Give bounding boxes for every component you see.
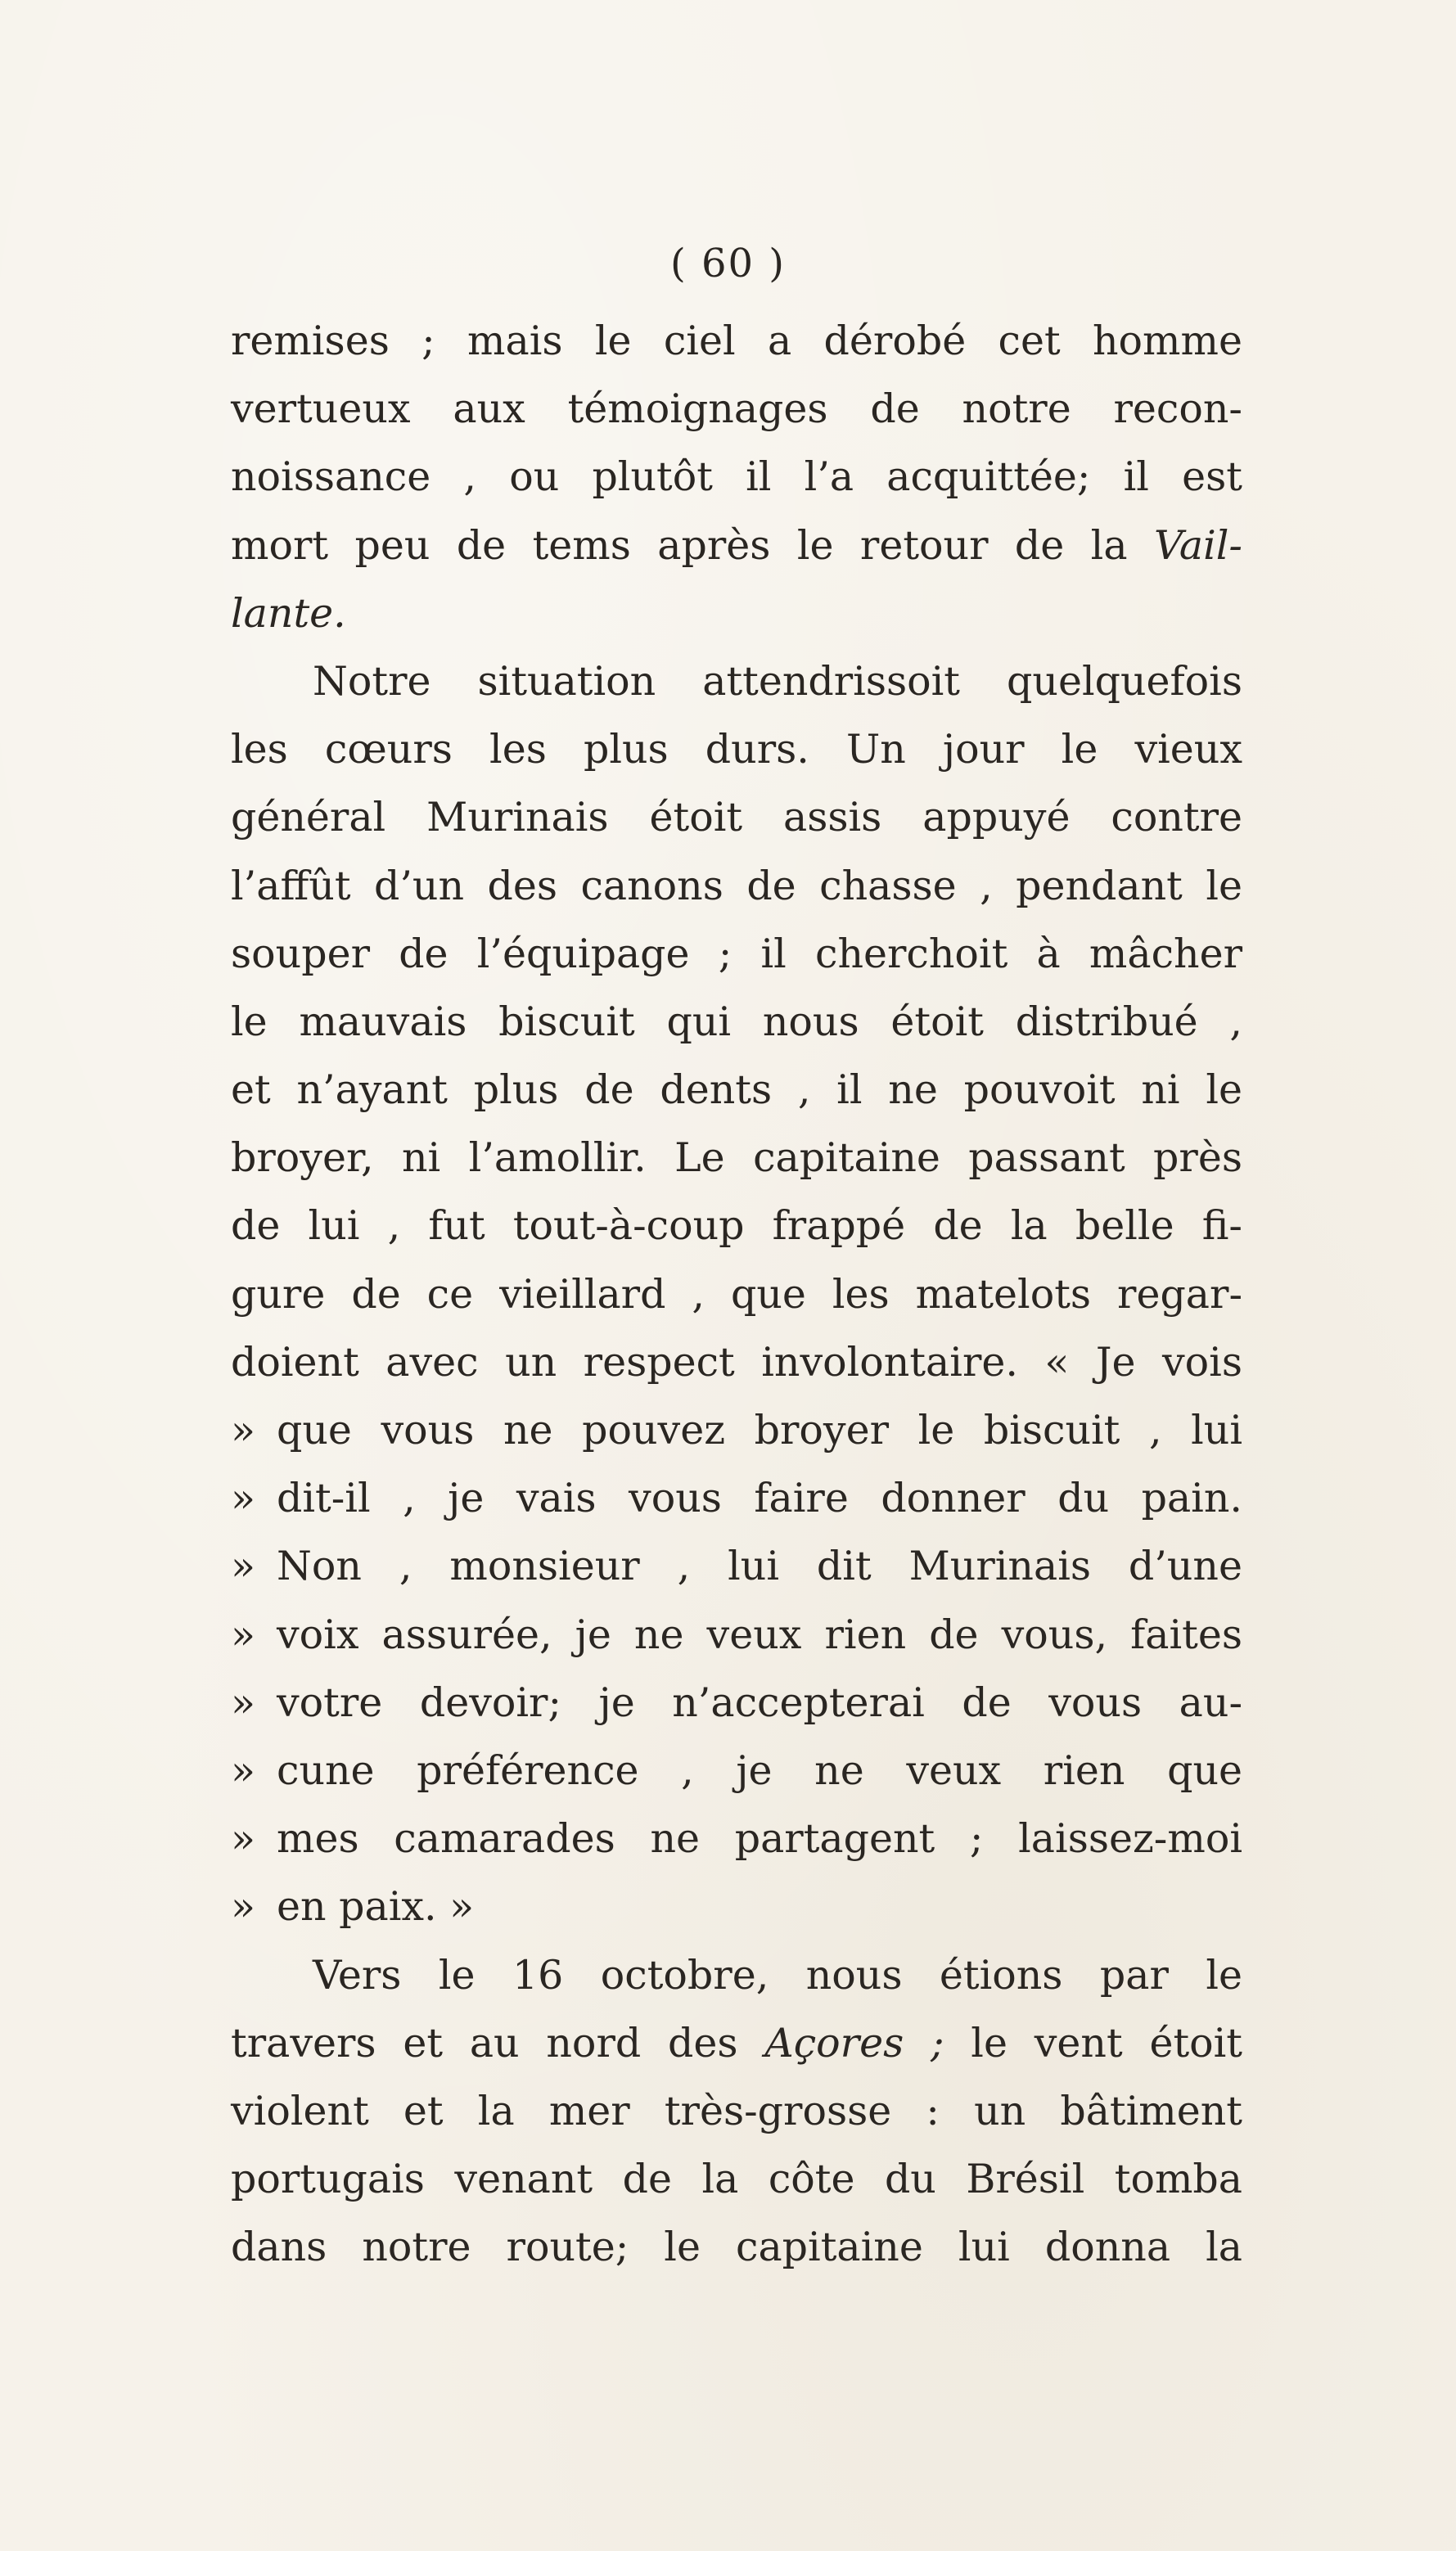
text-line: vertueux aux témoignages de notre recon- <box>231 385 1242 433</box>
text-segment: le vent étoit <box>944 2019 1242 2066</box>
text-segment: travers et au nord des <box>231 2019 765 2066</box>
text-line: Notre situation attendrissoit quelquefois <box>313 657 1242 705</box>
text-segment: voix assurée, je ne veux rien de vous, faites <box>277 1611 1242 1658</box>
text-line: portugais venant de la côte du Brésil tomba <box>231 2156 1242 2203</box>
text-segment: cune préférence , je ne veux rien que <box>277 1746 1242 1794</box>
quote-line <box>231 1396 1242 1464</box>
text-line: souper de l’équipage ; il cherchoit à mâcher <box>231 930 1242 977</box>
text-line: les cœurs les plus durs. Un jour le vieux <box>231 726 1242 773</box>
text-line: noissance , ou plutôt il l’a acquittée; il est <box>231 453 1242 501</box>
quote-mark: » <box>231 1679 255 1726</box>
text-segment: mes camarades ne partagent ; laissez-moi <box>277 1815 1242 1863</box>
quote-line <box>231 1464 1242 1532</box>
text-line: le mauvais biscuit qui nous étoit distribué , <box>231 998 1242 1045</box>
quote-line <box>231 1601 1242 1669</box>
ship-name-italic: lante. <box>231 589 346 637</box>
text-line: remises ; mais le ciel a dérobé cet homme <box>231 318 1242 364</box>
text-segment: votre devoir; je n’accepterai de vous au- <box>277 1679 1242 1726</box>
text-segment: en paix. » <box>277 1883 475 1931</box>
text-segment: que vous ne pouvez broyer le biscuit , lui <box>277 1407 1242 1454</box>
quote-mark: » <box>231 1815 255 1863</box>
text-line: dans notre route; le capitaine lui donna la <box>231 2224 1242 2271</box>
text-line <box>231 2009 1242 2077</box>
text-line: violent et la mer très-grosse : un bâtiment <box>231 2087 1242 2134</box>
quote-line <box>231 1669 1242 1737</box>
text-line: et n’ayant plus de dents , il ne pouvoit ni le <box>231 1066 1242 1114</box>
text-line: broyer, ni l’amollir. Le capitaine passant près <box>231 1134 1242 1182</box>
text-line: Vers le 16 octobre, nous étions par le <box>313 1951 1242 1999</box>
text-line: général Murinais étoit assis appuyé contre <box>231 794 1242 841</box>
text-line <box>231 512 1242 579</box>
quote-mark: » <box>231 1611 255 1658</box>
text-line: de lui , fut tout-à-coup frappé de la belle fi- <box>231 1202 1242 1250</box>
quote-line <box>231 1737 1242 1805</box>
text-segment: Non , monsieur , lui dit Murinais d’une <box>277 1543 1242 1590</box>
text-segment: dit-il , je vais vous faire donner du pain. <box>277 1475 1242 1522</box>
quote-mark: » <box>231 1407 255 1454</box>
body-text <box>231 307 1242 2281</box>
quote-mark: » <box>231 1543 255 1590</box>
page-number: ( 60 ) <box>669 241 787 286</box>
quote-mark: » <box>231 1475 255 1522</box>
quote-line <box>231 1532 1242 1600</box>
text-line: gure de ce vieillard , que les matelots regar- <box>231 1270 1242 1318</box>
place-name-italic: Açores ; <box>764 2019 944 2066</box>
quote-mark: » <box>231 1746 255 1794</box>
ship-name-italic: Vail- <box>1153 521 1242 569</box>
quote-mark: » <box>231 1883 255 1931</box>
text-line: doient avec un respect involontaire. « Je vois <box>231 1338 1242 1386</box>
quote-line <box>231 1873 1242 1940</box>
quote-line <box>231 1805 1242 1873</box>
text-line: l’affût d’un des canons de chasse , pendant le <box>231 862 1242 909</box>
text-segment: mort peu de tems après le retour de la <box>231 521 1154 569</box>
